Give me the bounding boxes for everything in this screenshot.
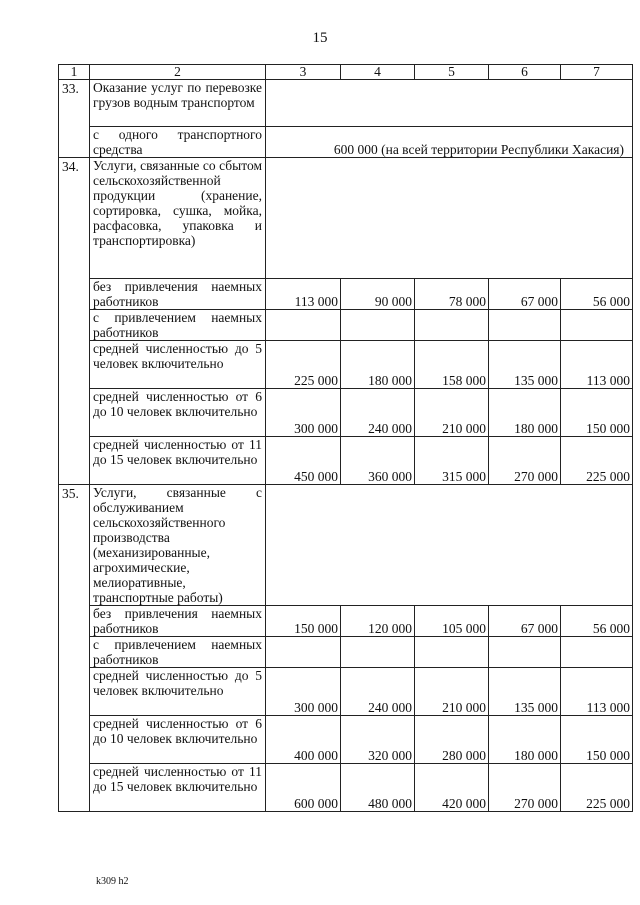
subrow-label: без привлечения наемных работников bbox=[90, 606, 266, 637]
empty-cell bbox=[266, 637, 341, 668]
table-row bbox=[59, 127, 633, 158]
page-number: 15 bbox=[312, 30, 328, 46]
empty-cell bbox=[415, 637, 489, 668]
subrow-label: с привлечением наемных работников bbox=[90, 310, 266, 341]
table-row bbox=[59, 606, 633, 637]
table-row bbox=[59, 310, 633, 341]
header-cell: 6 bbox=[489, 65, 561, 80]
value-cell: 135 000 bbox=[489, 668, 561, 716]
table-row bbox=[59, 668, 633, 716]
value-cell: 150 000 bbox=[561, 389, 633, 437]
service-title: Услуги, связанные с обслуживанием сельскохозяйственного производства (механизированные, агрохимические, мелиоративные, транспортные работы) bbox=[90, 485, 266, 606]
service-title: Услуги, связанные со сбытом сельскохозяйственной продукции (хранение, сортировка, сушка, мойка, расфасовка, упаковка и транспортировка) bbox=[90, 158, 266, 279]
value-cell: 120 000 bbox=[341, 606, 415, 637]
value-cell: 400 000 bbox=[266, 716, 341, 764]
value-cell: 113 000 bbox=[561, 668, 633, 716]
subrow-label: с одного транспортного средства bbox=[90, 127, 266, 158]
empty-cell bbox=[266, 158, 633, 279]
value-cell: 78 000 bbox=[415, 279, 489, 310]
value-cell: 320 000 bbox=[341, 716, 415, 764]
value-cell: 180 000 bbox=[489, 716, 561, 764]
value-cell: 67 000 bbox=[489, 606, 561, 637]
empty-cell bbox=[341, 637, 415, 668]
subrow-label: средней численностью до 5 человек включительно bbox=[90, 341, 266, 389]
value-cell: 600 000 (на всей территории Республики Хакасия) bbox=[266, 127, 633, 158]
value-cell: 56 000 bbox=[561, 279, 633, 310]
value-cell: 420 000 bbox=[415, 764, 489, 812]
service-title: Оказание услуг по перевозке грузов водным транспортом bbox=[90, 80, 266, 127]
value-cell: 360 000 bbox=[341, 437, 415, 485]
value-cell: 300 000 bbox=[266, 389, 341, 437]
header-row bbox=[59, 65, 633, 80]
value-cell: 225 000 bbox=[561, 437, 633, 485]
empty-cell bbox=[266, 80, 633, 127]
table-row bbox=[59, 279, 633, 310]
table-row bbox=[59, 485, 633, 606]
table-row bbox=[59, 158, 633, 279]
value-cell: 600 000 bbox=[266, 764, 341, 812]
subrow-label: средней численностью до 5 человек включительно bbox=[90, 668, 266, 716]
table-row bbox=[59, 341, 633, 389]
value-cell: 270 000 bbox=[489, 437, 561, 485]
empty-cell bbox=[561, 310, 633, 341]
empty-cell bbox=[341, 310, 415, 341]
value-cell: 113 000 bbox=[561, 341, 633, 389]
value-cell: 300 000 bbox=[266, 668, 341, 716]
value-cell: 225 000 bbox=[561, 764, 633, 812]
value-cell: 480 000 bbox=[341, 764, 415, 812]
empty-cell bbox=[561, 637, 633, 668]
value-cell: 270 000 bbox=[489, 764, 561, 812]
header-cell: 7 bbox=[561, 65, 633, 80]
document-code: k309 h2 bbox=[96, 876, 129, 887]
table-row bbox=[59, 716, 633, 764]
value-cell: 450 000 bbox=[266, 437, 341, 485]
header-cell: 2 bbox=[90, 65, 266, 80]
table-row bbox=[59, 764, 633, 812]
row-number: 33. bbox=[59, 80, 90, 158]
table-row bbox=[59, 437, 633, 485]
header-cell: 5 bbox=[415, 65, 489, 80]
row-number: 34. bbox=[59, 158, 90, 485]
value-cell: 315 000 bbox=[415, 437, 489, 485]
value-cell: 240 000 bbox=[341, 668, 415, 716]
subrow-label: без привлечения наемных работников bbox=[90, 279, 266, 310]
value-cell: 180 000 bbox=[341, 341, 415, 389]
subrow-label: с привлечением наемных работников bbox=[90, 637, 266, 668]
tariff-table bbox=[58, 64, 633, 812]
value-cell: 210 000 bbox=[415, 668, 489, 716]
row-number: 35. bbox=[59, 485, 90, 812]
value-cell: 210 000 bbox=[415, 389, 489, 437]
value-cell: 240 000 bbox=[341, 389, 415, 437]
table-row bbox=[59, 80, 633, 127]
value-cell: 150 000 bbox=[561, 716, 633, 764]
subrow-label: средней численностью от 11 до 15 человек включительно bbox=[90, 764, 266, 812]
table-row bbox=[59, 637, 633, 668]
value-cell: 67 000 bbox=[489, 279, 561, 310]
table-row bbox=[59, 389, 633, 437]
value-cell: 113 000 bbox=[266, 279, 341, 310]
value-cell: 150 000 bbox=[266, 606, 341, 637]
value-cell: 158 000 bbox=[415, 341, 489, 389]
value-cell: 56 000 bbox=[561, 606, 633, 637]
value-cell: 180 000 bbox=[489, 389, 561, 437]
empty-cell bbox=[266, 310, 341, 341]
empty-cell bbox=[489, 637, 561, 668]
header-cell: 1 bbox=[59, 65, 90, 80]
subrow-label: средней численностью от 6 до 10 человек включительно bbox=[90, 389, 266, 437]
value-cell: 90 000 bbox=[341, 279, 415, 310]
subrow-label: средней численностью от 6 до 10 человек включительно bbox=[90, 716, 266, 764]
empty-cell bbox=[489, 310, 561, 341]
empty-cell bbox=[266, 485, 633, 606]
value-cell: 225 000 bbox=[266, 341, 341, 389]
header-cell: 3 bbox=[266, 65, 341, 80]
empty-cell bbox=[415, 310, 489, 341]
value-cell: 105 000 bbox=[415, 606, 489, 637]
header-cell: 4 bbox=[341, 65, 415, 80]
value-cell: 135 000 bbox=[489, 341, 561, 389]
value-cell: 280 000 bbox=[415, 716, 489, 764]
subrow-label: средней численностью от 11 до 15 человек включительно bbox=[90, 437, 266, 485]
